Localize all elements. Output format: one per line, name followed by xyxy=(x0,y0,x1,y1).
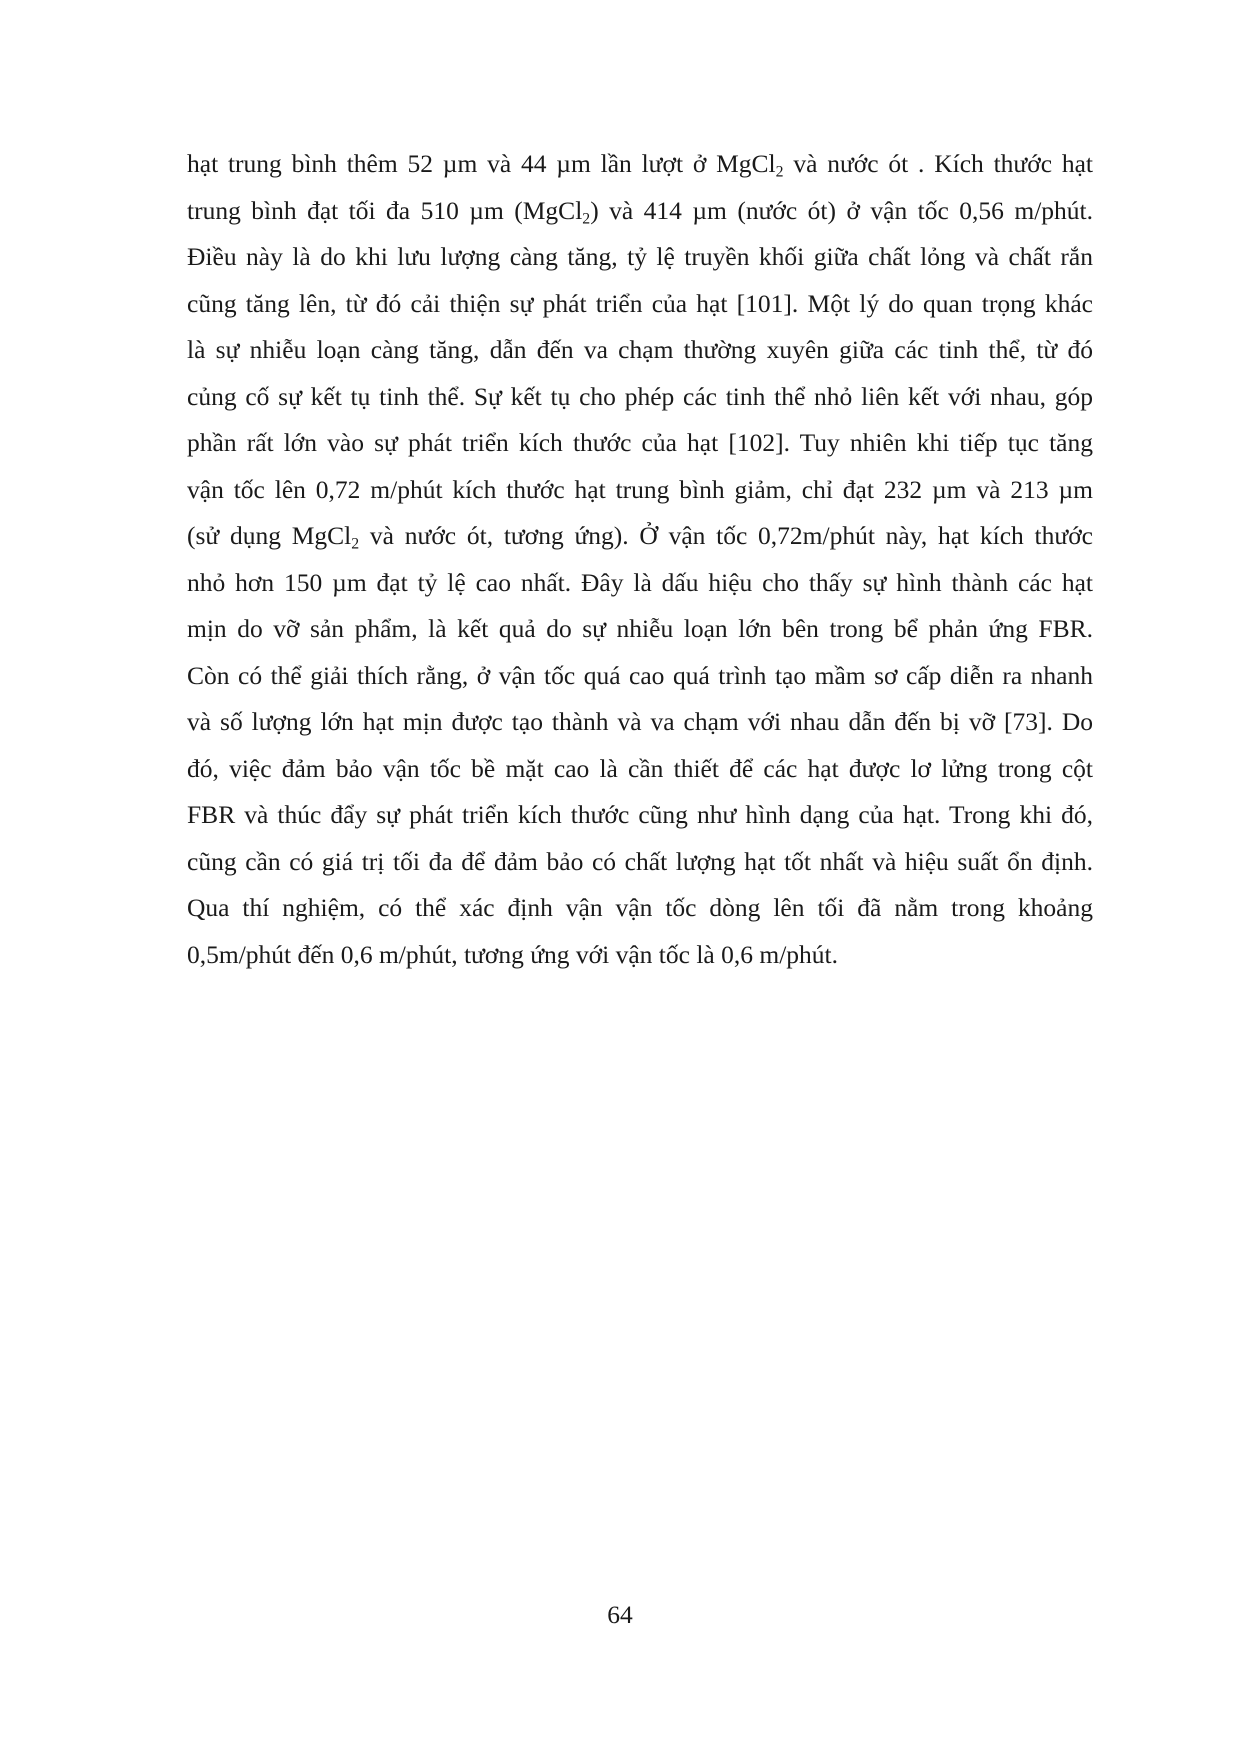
text-line-9: (sử dụng MgCl$_2$ và nước ót, tương ứng). Ở vận tốc 0,72m/phút này, hạt kích thước xyxy=(187,521,1093,553)
text-line-1: hạt trung bình thêm 52 µm và 44 µm lần lượt ở MgCl$_2$ và nước ót . Kích thước hạt xyxy=(187,149,1093,181)
text-line-5: là sự nhiễu loạn càng tăng, dẫn đến va chạm thường xuyên giữa các tinh thể, từ đó xyxy=(187,335,1093,364)
text-line-17: Qua thí nghiệm, có thể xác định vận vận tốc dòng lên tối đã nằm trong khoảng xyxy=(187,893,1093,922)
text-line-7: phần rất lớn vào sự phát triển kích thước của hạt [102]. Tuy nhiên khi tiếp tục tăng xyxy=(187,428,1093,457)
text-line-8: vận tốc lên 0,72 m/phút kích thước hạt trung bình giảm, chỉ đạt 232 µm và 213 µm xyxy=(187,474,1093,504)
text-line-16: cũng cần có giá trị tối đa để đảm bảo có chất lượng hạt tốt nhất và hiệu suất ổn định. xyxy=(187,846,1093,876)
text-line-14: đó, việc đảm bảo vận tốc bề mặt cao là cần thiết để các hạt được lơ lửng trong cột xyxy=(187,753,1093,783)
page-number: 64 xyxy=(607,1600,633,1629)
text-line-6: củng cố sự kết tụ tinh thể. Sự kết tụ cho phép các tinh thể nhỏ liên kết với nhau, góp xyxy=(187,381,1093,411)
text-line-10: nhỏ hơn 150 µm đạt tỷ lệ cao nhất. Đây là dấu hiệu cho thấy sự hình thành các hạt xyxy=(187,567,1093,597)
body-paragraph xyxy=(187,141,1093,978)
text-line-15: FBR và thúc đẩy sự phát triển kích thước cũng như hình dạng của hạt. Trong khi đó, xyxy=(187,800,1093,829)
text-line-12: Còn có thể giải thích rằng, ở vận tốc quá cao quá trình tạo mầm sơ cấp diễn ra nhanh xyxy=(187,660,1093,690)
text-line-2: trung bình đạt tối đa 510 µm (MgCl$_2$) và 414 µm (nước ót) ở vận tốc 0,56 m/phút. xyxy=(187,195,1093,227)
text-line-18: 0,5m/phút đến 0,6 m/phút, tương ứng với vận tốc là 0,6 m/phút. xyxy=(187,939,838,969)
text-line-3: Điều này là do khi lưu lượng càng tăng, tỷ lệ truyền khối giữa chất lỏng và chất rắn xyxy=(187,242,1093,271)
text-line-4: cũng tăng lên, từ đó cải thiện sự phát triển của hạt [101]. Một lý do quan trọng khác xyxy=(187,288,1093,318)
text-line-13: và số lượng lớn hạt mịn được tạo thành và va chạm với nhau dẫn đến bị vỡ [73]. Do xyxy=(187,707,1093,736)
text-line-11: mịn do vỡ sản phẩm, là kết quả do sự nhiễu loạn lớn bên trong bể phản ứng FBR. xyxy=(187,614,1093,643)
